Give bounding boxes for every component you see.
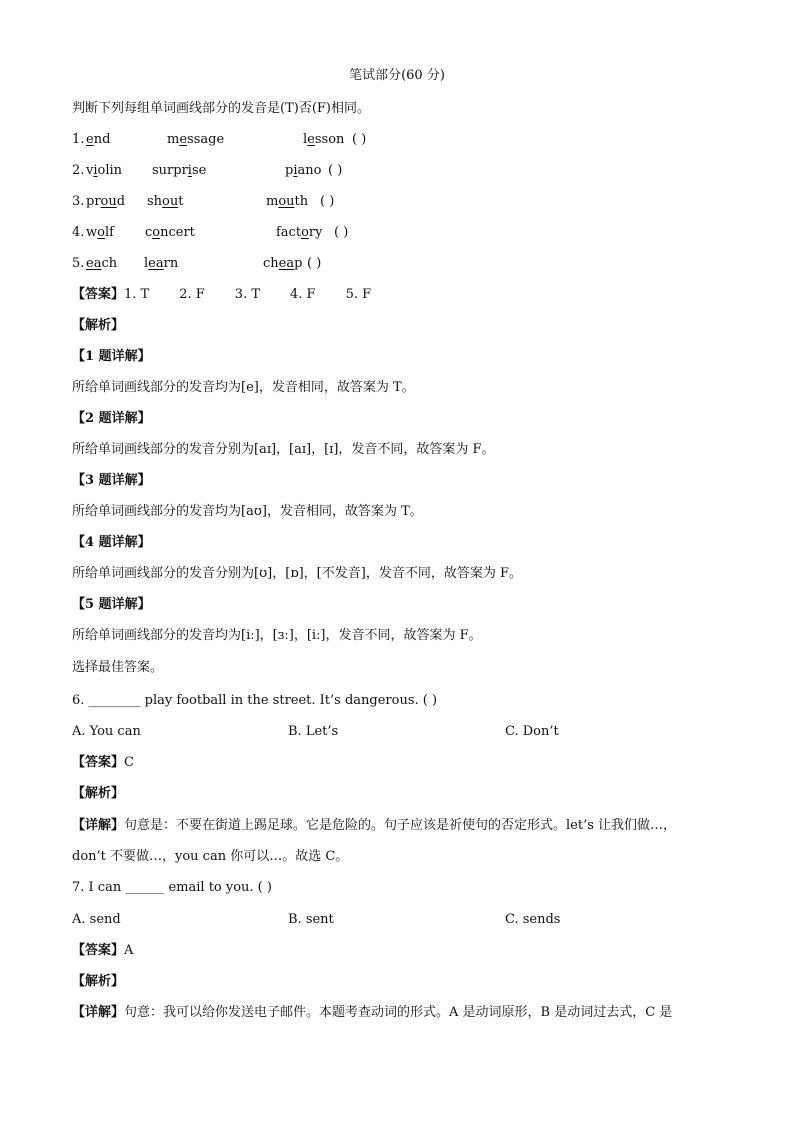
word-w2: surprise [152, 163, 207, 178]
item-number: 5. [72, 256, 85, 271]
word-w1: violin [86, 163, 123, 178]
answer-item: 2. F [179, 287, 205, 302]
answer-item: 3. T [234, 287, 261, 302]
underlined-letters: i [93, 163, 98, 178]
answer-paren: ( ) [307, 256, 322, 271]
detail-heading: 【2 题详解】 [72, 411, 151, 426]
detail-text: 所给单词画线部分的发音均为[aʊ]，发音相同，故答案为 T。 [72, 504, 423, 519]
section2-instruction: 选择最佳答案。 [72, 660, 164, 675]
detail-text: 所给单词画线部分的发音分别为[ʊ]，[ɒ]，[不发音]，发音不同，故答案为 F。 [72, 566, 522, 581]
detail-heading: 【5 题详解】 [72, 597, 151, 612]
word-w2: concert [145, 225, 195, 240]
word-w2: learn [144, 256, 179, 271]
word-w1: wolf [86, 225, 114, 240]
word-w3: cheap [263, 256, 303, 271]
item-number: 3. [72, 194, 85, 209]
detail-heading: 【4 题详解】 [72, 535, 151, 550]
answer-paren: ( ) [320, 194, 335, 209]
item-number: 1. [72, 132, 85, 147]
underlined-letters: e [86, 132, 94, 147]
q6-option-c: C. Don’t [505, 724, 559, 739]
q7-stem: 7. I can ______ email to you. ( ) [72, 880, 272, 895]
q6-option-b: B. Let’s [288, 724, 339, 739]
underlined-letters: o [97, 225, 105, 240]
answer-item: 1. T [124, 287, 150, 302]
word-w3: factory [276, 225, 323, 240]
detail-heading: 【1 题详解】 [72, 349, 151, 364]
section1-instruction: 判断下列每组单词画线部分的发音是(T)否(F)相同。 [72, 101, 370, 116]
answer-paren: ( ) [352, 132, 367, 147]
underlined-letters: i [293, 163, 298, 178]
answer-paren: ( ) [334, 225, 349, 240]
word-w3: lesson [303, 132, 345, 147]
q6-analysis-tag: 【解析】 [72, 786, 125, 801]
answer-value: C [124, 755, 134, 770]
answer-value: A [124, 943, 134, 958]
underlined-letters: ea [148, 256, 164, 271]
word-w1: end [86, 132, 111, 147]
page-title: 笔试部分(60 分) [349, 68, 445, 83]
q7-option-a: A. send [72, 912, 121, 927]
word-w3: piano [285, 163, 322, 178]
underlined-letters: o [152, 225, 161, 240]
word-w2: shout [147, 194, 184, 209]
answer-list [124, 287, 401, 302]
underlined-letters: ou [162, 194, 179, 209]
item-number: 2. [72, 163, 85, 178]
q6-answer [72, 755, 134, 771]
detail-text: 句意是：不要在街道上踢足球。它是危险的。句子应该是祈使句的否定形式。let’s 让我们做…， [124, 818, 677, 833]
word-w2: message [167, 132, 225, 147]
q7-answer [72, 943, 133, 959]
detail-tag: 【详解】 [72, 1005, 125, 1020]
detail-text: 句意：我可以给你发送电子邮件。本题考查动词的形式。A 是动词原形，B 是动词过去式，C 是 [124, 1005, 673, 1020]
detail-heading: 【3 题详解】 [72, 473, 151, 488]
underlined-letters: e [307, 132, 315, 147]
underlined-letters: ea [278, 256, 295, 271]
q6-detail-cont: don’t 不要做…，you can 你可以…。故选 C。 [72, 849, 349, 864]
underlined-letters: ea [86, 256, 102, 271]
underlined-letters: o [301, 225, 309, 240]
answer-item: 4. F [290, 287, 316, 302]
q6-detail [72, 818, 676, 834]
q6-option-a: A. You can [72, 724, 141, 739]
detail-text: 所给单词画线部分的发音均为[iː]，[ɜː]，[iː]，发音不同，故答案为 F。 [72, 628, 482, 643]
q7-option-b: B. sent [288, 912, 334, 927]
word-w1: proud [86, 194, 126, 209]
detail-text: 所给单词画线部分的发音均为[e]，发音相同，故答案为 T。 [72, 380, 415, 395]
answer-tag: 【答案】 [72, 943, 125, 958]
underlined-letters: i [187, 163, 192, 178]
word-w1: each [86, 256, 118, 271]
underlined-letters: e [179, 132, 188, 147]
detail-text: 所给单词画线部分的发音分别为[aɪ]，[aɪ]，[ɪ]，发音不同，故答案为 F。 [72, 442, 495, 457]
answer-item: 5. F [345, 287, 372, 302]
answer-tag: 【答案】 [72, 287, 125, 302]
underlined-letters: ou [278, 194, 295, 209]
answer-tag: 【答案】 [72, 755, 125, 770]
item-number: 4. [72, 225, 85, 240]
q6-stem: 6. ________ play football in the street. It’s dangerous. ( ) [72, 693, 438, 708]
q7-option-c: C. sends [505, 912, 561, 927]
underlined-letters: ou [100, 194, 117, 209]
q7-detail [72, 1005, 672, 1021]
answer-paren: ( ) [328, 163, 343, 178]
word-w3: mouth [266, 194, 309, 209]
section1-answer [72, 287, 401, 303]
detail-tag: 【详解】 [72, 818, 125, 833]
section1-analysis-tag: 【解析】 [72, 318, 125, 333]
q7-analysis-tag: 【解析】 [72, 974, 125, 989]
